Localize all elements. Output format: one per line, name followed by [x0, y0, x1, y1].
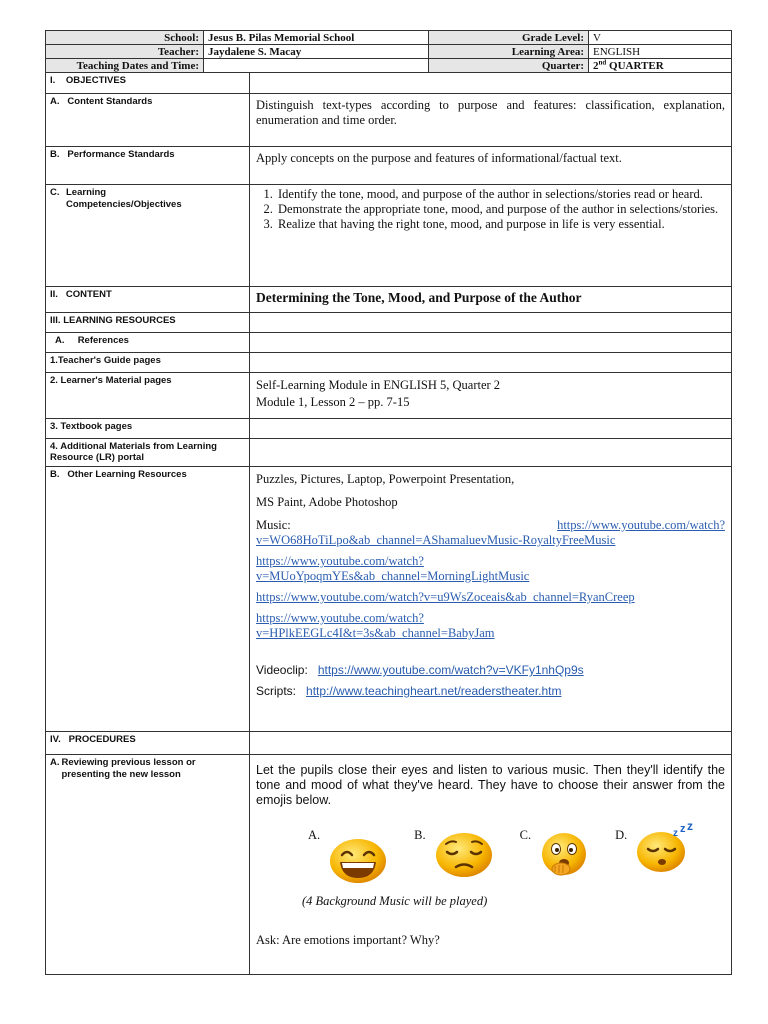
music-label: Music:: [256, 518, 291, 532]
music-link-1a[interactable]: https://www.youtube.com/watch?: [557, 518, 725, 532]
quarter-label: Quarter:: [429, 59, 589, 73]
reviewing-lesson-label: A. Reviewing previous lesson or presenting the new lesson: [46, 755, 250, 975]
videoclip-label: Videoclip:: [256, 663, 308, 677]
music-link-4b[interactable]: v=HPlkEEGLc4I&t=3s&ab_channel=BabyJam: [256, 626, 495, 640]
pensive-face-icon: [434, 832, 494, 882]
emoji-choice-d-label: D.: [615, 828, 628, 842]
reviewing-lesson-cell: [250, 755, 732, 975]
header-table: [45, 30, 732, 73]
grade-level-value: V: [589, 31, 732, 45]
other-resources-cell: [250, 467, 732, 732]
emoji-choices: [308, 822, 725, 888]
teaching-dates-label: Teaching Dates and Time:: [46, 59, 204, 73]
objectives-heading: I. OBJECTIVES: [46, 73, 250, 94]
learning-area-label: Learning Area:: [429, 45, 589, 59]
background-music-caption: (4 Background Music will be played): [302, 894, 488, 908]
learners-material-line2: Module 1, Lesson 2 – pp. 7-15: [256, 395, 410, 409]
learning-competencies-list: [250, 185, 732, 287]
other-resources-line1: Puzzles, Pictures, Laptop, Powerpoint Presentation,: [256, 472, 515, 486]
learning-resources-heading: III. LEARNING RESOURCES: [46, 313, 250, 333]
additional-materials-label: 4. Additional Materials from Learning Resource (LR) portal: [46, 439, 250, 467]
teacher-value: Jaydalene S. Macay: [204, 45, 429, 59]
reviewing-lesson-text: Reviewing previous lesson or presenting the new lesson: [61, 757, 196, 780]
emoji-choice-a-label: A.: [308, 828, 321, 842]
sleeping-face-icon: [635, 822, 697, 878]
objective-item: 1. Identify the tone, mood, and purpose of the author in selections/stories read or heard.: [276, 187, 725, 202]
videoclip-link[interactable]: https://www.youtube.com/watch?v=VKFy1nhQp9s: [317, 663, 584, 677]
emoji-choice-b-label: B.: [414, 828, 426, 842]
emoji-choice-c-label: C.: [519, 828, 532, 842]
learners-material-label: 2. Learner's Material pages: [46, 373, 250, 419]
learners-material-line1: Self-Learning Module in ENGLISH 5, Quarter 2: [256, 378, 501, 392]
content-title-cell: [250, 287, 732, 313]
objective-item: 2. Demonstrate the appropriate tone, mood, and purpose of the author in selections/stories.: [276, 202, 725, 217]
reviewing-lesson-instructions: Let the pupils close their eyes and listen to various music. Then they'll identify the tone and mood of what they've heard. They have to choose their answer from the emojis below.: [256, 763, 725, 807]
lesson-table: [45, 72, 732, 975]
scripts-label: Scripts:: [256, 684, 297, 698]
procedures-heading: IV. PROCEDURES: [46, 732, 250, 755]
music-link-2b[interactable]: v=MUoYpoqmYEs&ab_channel=MorningLightMusic: [256, 569, 530, 583]
performance-standards-label: B. Performance Standards: [46, 147, 250, 185]
learning-competencies-label: C. Learning Competencies/Objectives: [46, 185, 250, 287]
svg-text:z: z: [680, 823, 686, 835]
music-link-1b[interactable]: v=WO68HoTiLpo&ab_channel=AShamaluevMusic-RoyaltyFreeMusic: [256, 533, 616, 547]
grade-level-label: Grade Level:: [429, 31, 589, 45]
content-standards-label: A. Content Standards: [46, 94, 250, 147]
teacher-label: Teacher:: [46, 45, 204, 59]
svg-text:z: z: [687, 822, 694, 833]
content-title: Determining the Tone, Mood, and Purpose of the Author: [256, 290, 582, 305]
school-label: School:: [46, 31, 204, 45]
learning-area-value: ENGLISH: [589, 45, 732, 59]
learning-competencies-text: Learning Competencies/Objectives: [66, 187, 182, 210]
grinning-face-icon: [328, 838, 388, 888]
lesson-plan-page: [45, 30, 731, 975]
references-label: A. References: [46, 333, 250, 353]
scripts-link[interactable]: http://www.teachingheart.net/readerstheater.htm: [306, 684, 562, 698]
objectives-heading-blank: [250, 73, 732, 94]
content-standards-text: Distinguish text-types according to purpose and features: classification, explanation, enumeration and time order.: [250, 94, 732, 147]
music-link-2a[interactable]: https://www.youtube.com/watch?: [256, 554, 424, 568]
objective-item: 3. Realize that having the right tone, mood, and purpose in life is very essential.: [276, 217, 725, 232]
quarter-number: 2: [593, 59, 599, 72]
teaching-dates-value: [204, 59, 429, 73]
quarter-value: [589, 59, 732, 73]
svg-text:z: z: [673, 828, 679, 839]
anxious-face-icon: [539, 832, 589, 882]
quarter-text: QUARTER: [609, 59, 664, 72]
performance-standards-text: Apply concepts on the purpose and features of informational/factual text.: [250, 147, 732, 185]
content-heading: II. CONTENT: [46, 287, 250, 313]
music-link-4a[interactable]: https://www.youtube.com/watch?: [256, 611, 424, 625]
ask-question: Ask: Are emotions important? Why?: [256, 933, 440, 947]
other-resources-label: B. Other Learning Resources: [46, 467, 250, 732]
textbook-pages-label: 3. Textbook pages: [46, 419, 250, 439]
teachers-guide-label: 1.Teacher's Guide pages: [46, 353, 250, 373]
other-resources-line2: MS Paint, Adobe Photoshop: [256, 495, 398, 509]
school-value: Jesus B. Pilas Memorial School: [204, 31, 429, 45]
learners-material-cell: [250, 373, 732, 419]
music-link-3[interactable]: https://www.youtube.com/watch?v=u9WsZoceais&ab_channel=RyanCreep: [256, 590, 635, 604]
quarter-suffix: nd: [598, 58, 607, 66]
